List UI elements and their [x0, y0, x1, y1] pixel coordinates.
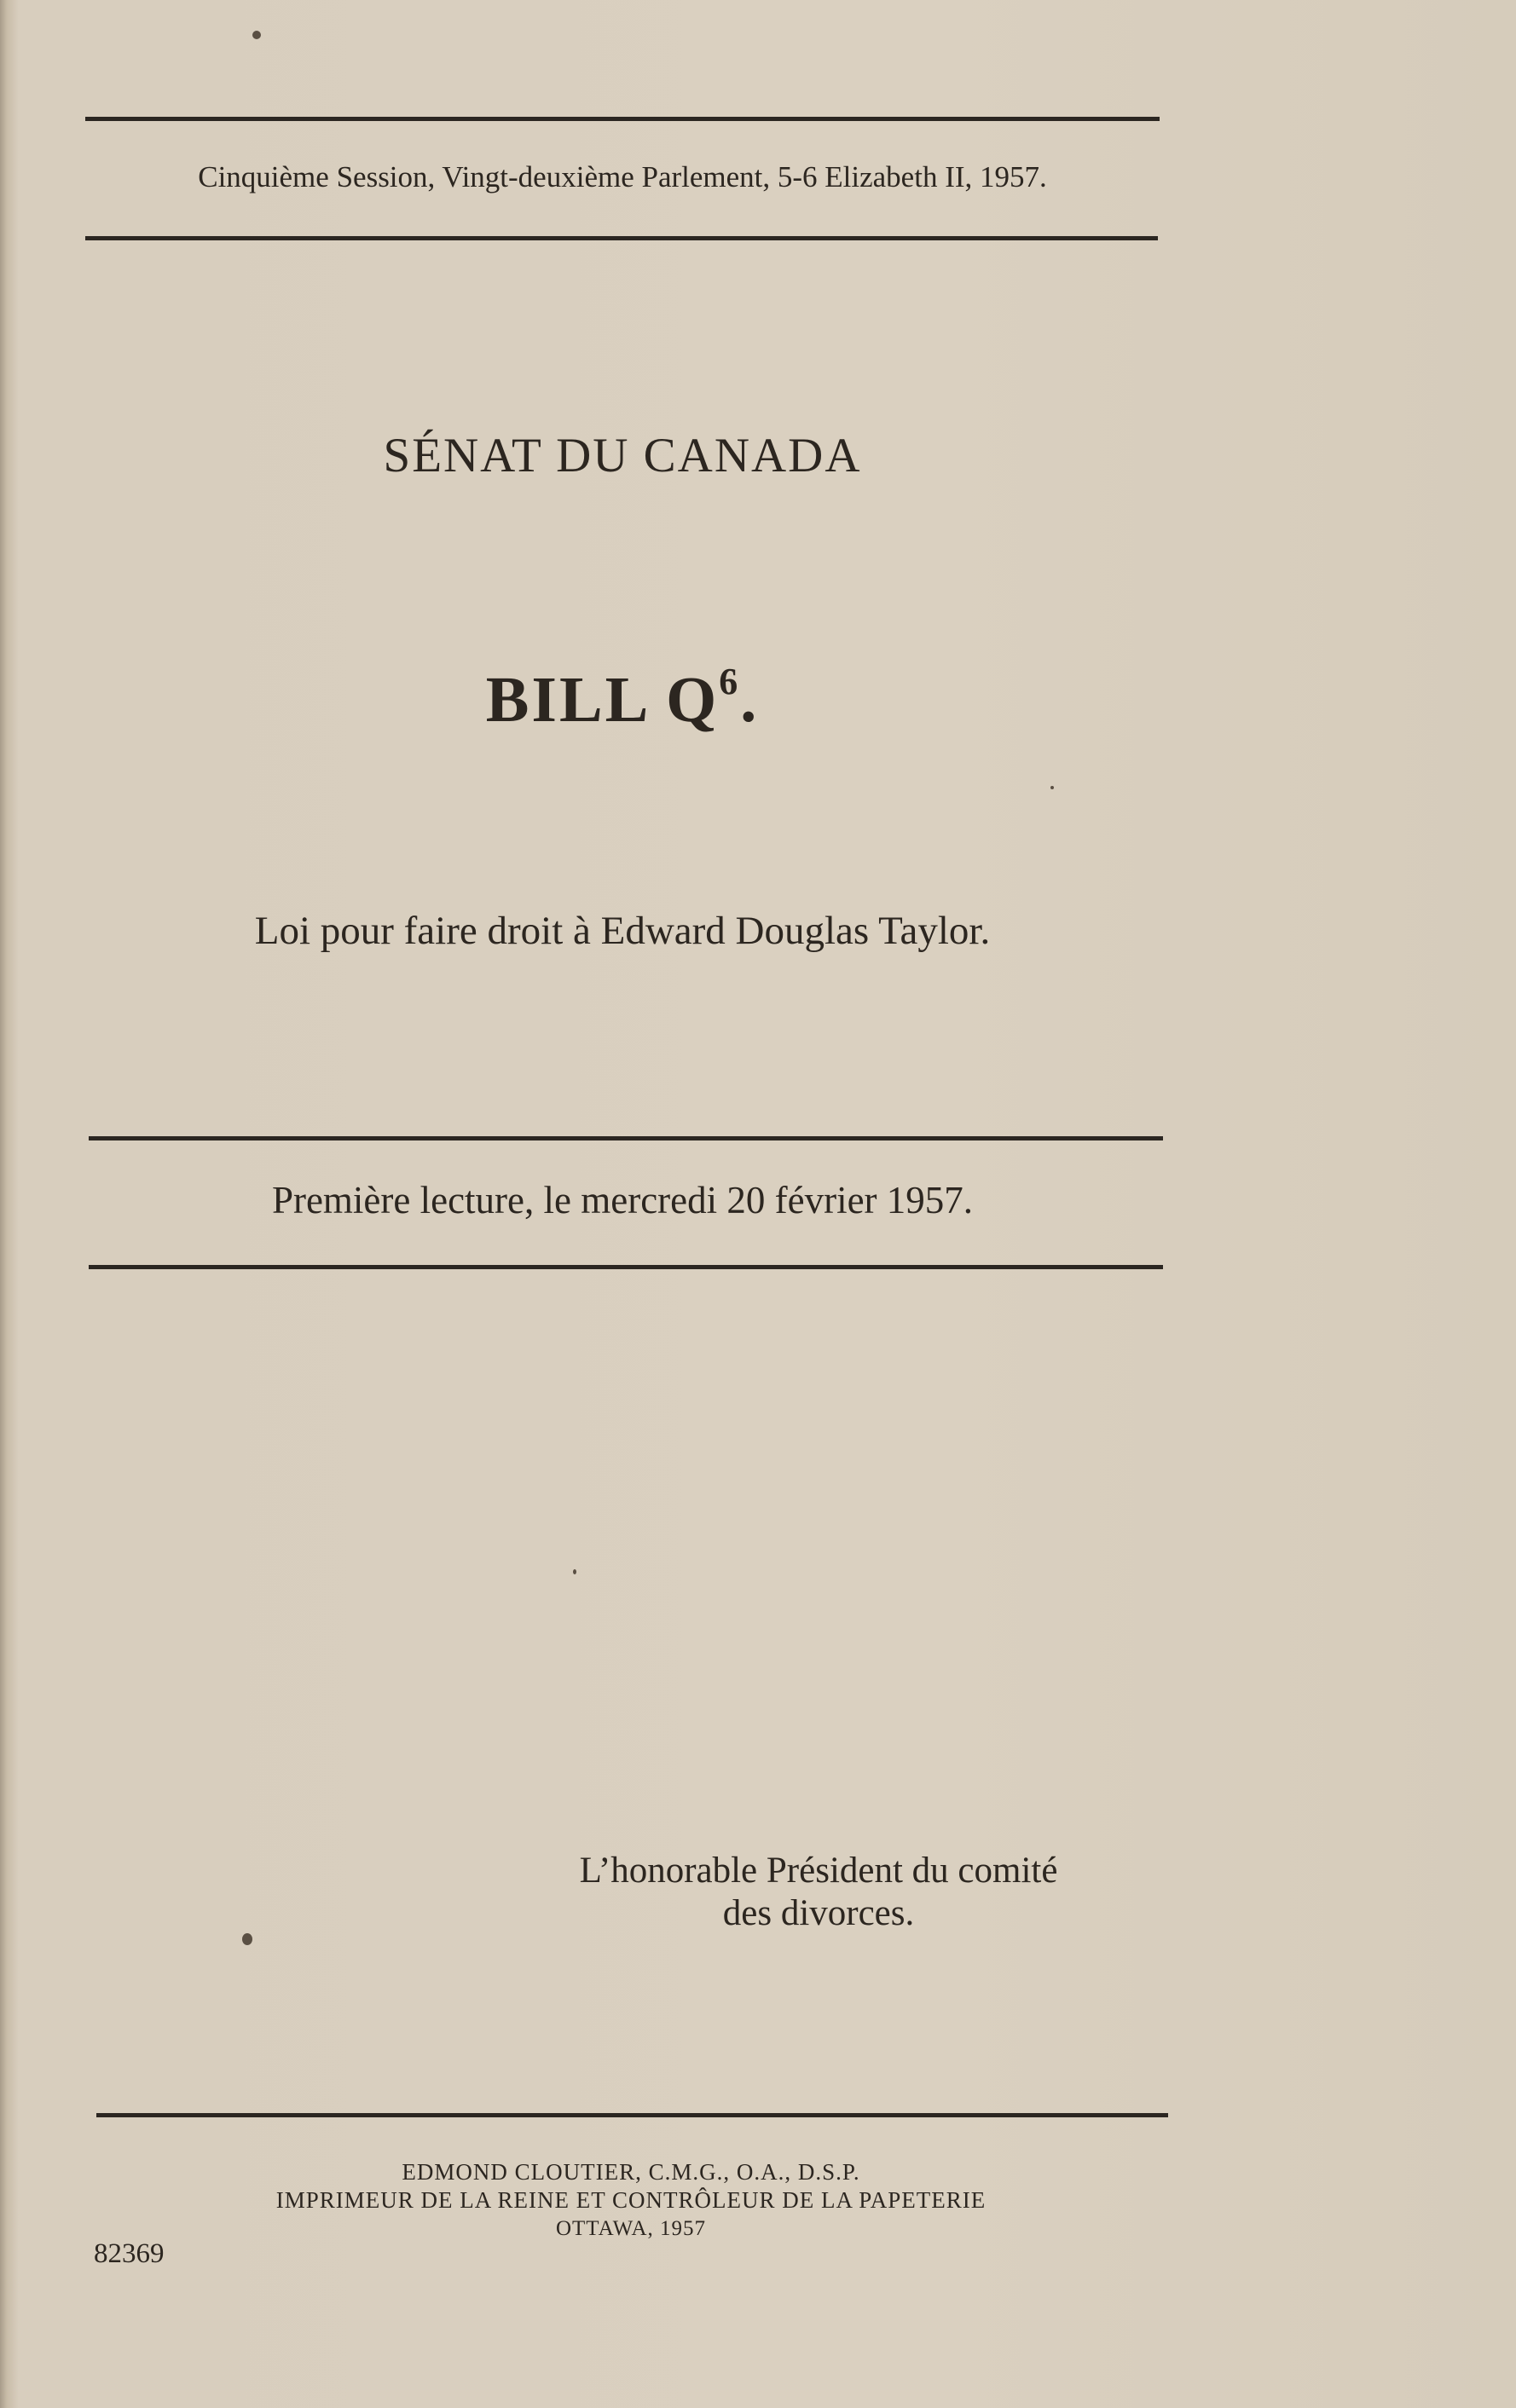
printer-line-1: EDMOND CLOUTIER, C.M.G., O.A., D.S.P.: [402, 2159, 860, 2185]
sponsor-block: [512, 1850, 1125, 1935]
sponsor-line-1: L’honorable Président du comité: [579, 1851, 1058, 1891]
senate-heading: SÉNAT DU CANADA: [383, 429, 862, 482]
paper-speck: [252, 31, 261, 39]
bill-title-prefix: BILL Q: [485, 664, 720, 736]
middle-rule-lower: [89, 1265, 1163, 1269]
printer-imprint: [136, 2158, 1125, 2243]
paper-speck: [1050, 786, 1054, 789]
first-reading-line: Première lecture, le mercredi 20 février 1957.: [271, 1179, 974, 1221]
paper-speck: [573, 1569, 576, 1574]
bottom-rule: [96, 2113, 1168, 2117]
top-rule-lower: [85, 236, 1158, 240]
printer-line-2: IMPRIMEUR DE LA REINE ET CONTRÔLEUR DE LA PAPETERIE: [275, 2187, 987, 2213]
bill-title: [85, 660, 1160, 737]
bill-title-superscript: 6: [719, 660, 741, 702]
session-line: Cinquième Session, Vingt-deuxième Parlement, 5-6 Elizabeth II, 1957.: [198, 160, 1047, 193]
bill-title-suffix: .: [740, 664, 760, 736]
document-number: 82369: [94, 2238, 165, 2269]
printer-line-3: OTTAWA, 1957: [555, 2217, 707, 2240]
bill-subject: Loi pour faire droit à Edward Douglas Taylor.: [254, 909, 991, 953]
paper-speck: [242, 1933, 252, 1945]
sponsor-line-2: des divorces.: [722, 1893, 915, 1933]
top-rule-upper: [85, 117, 1160, 121]
middle-rule-upper: [89, 1136, 1163, 1140]
